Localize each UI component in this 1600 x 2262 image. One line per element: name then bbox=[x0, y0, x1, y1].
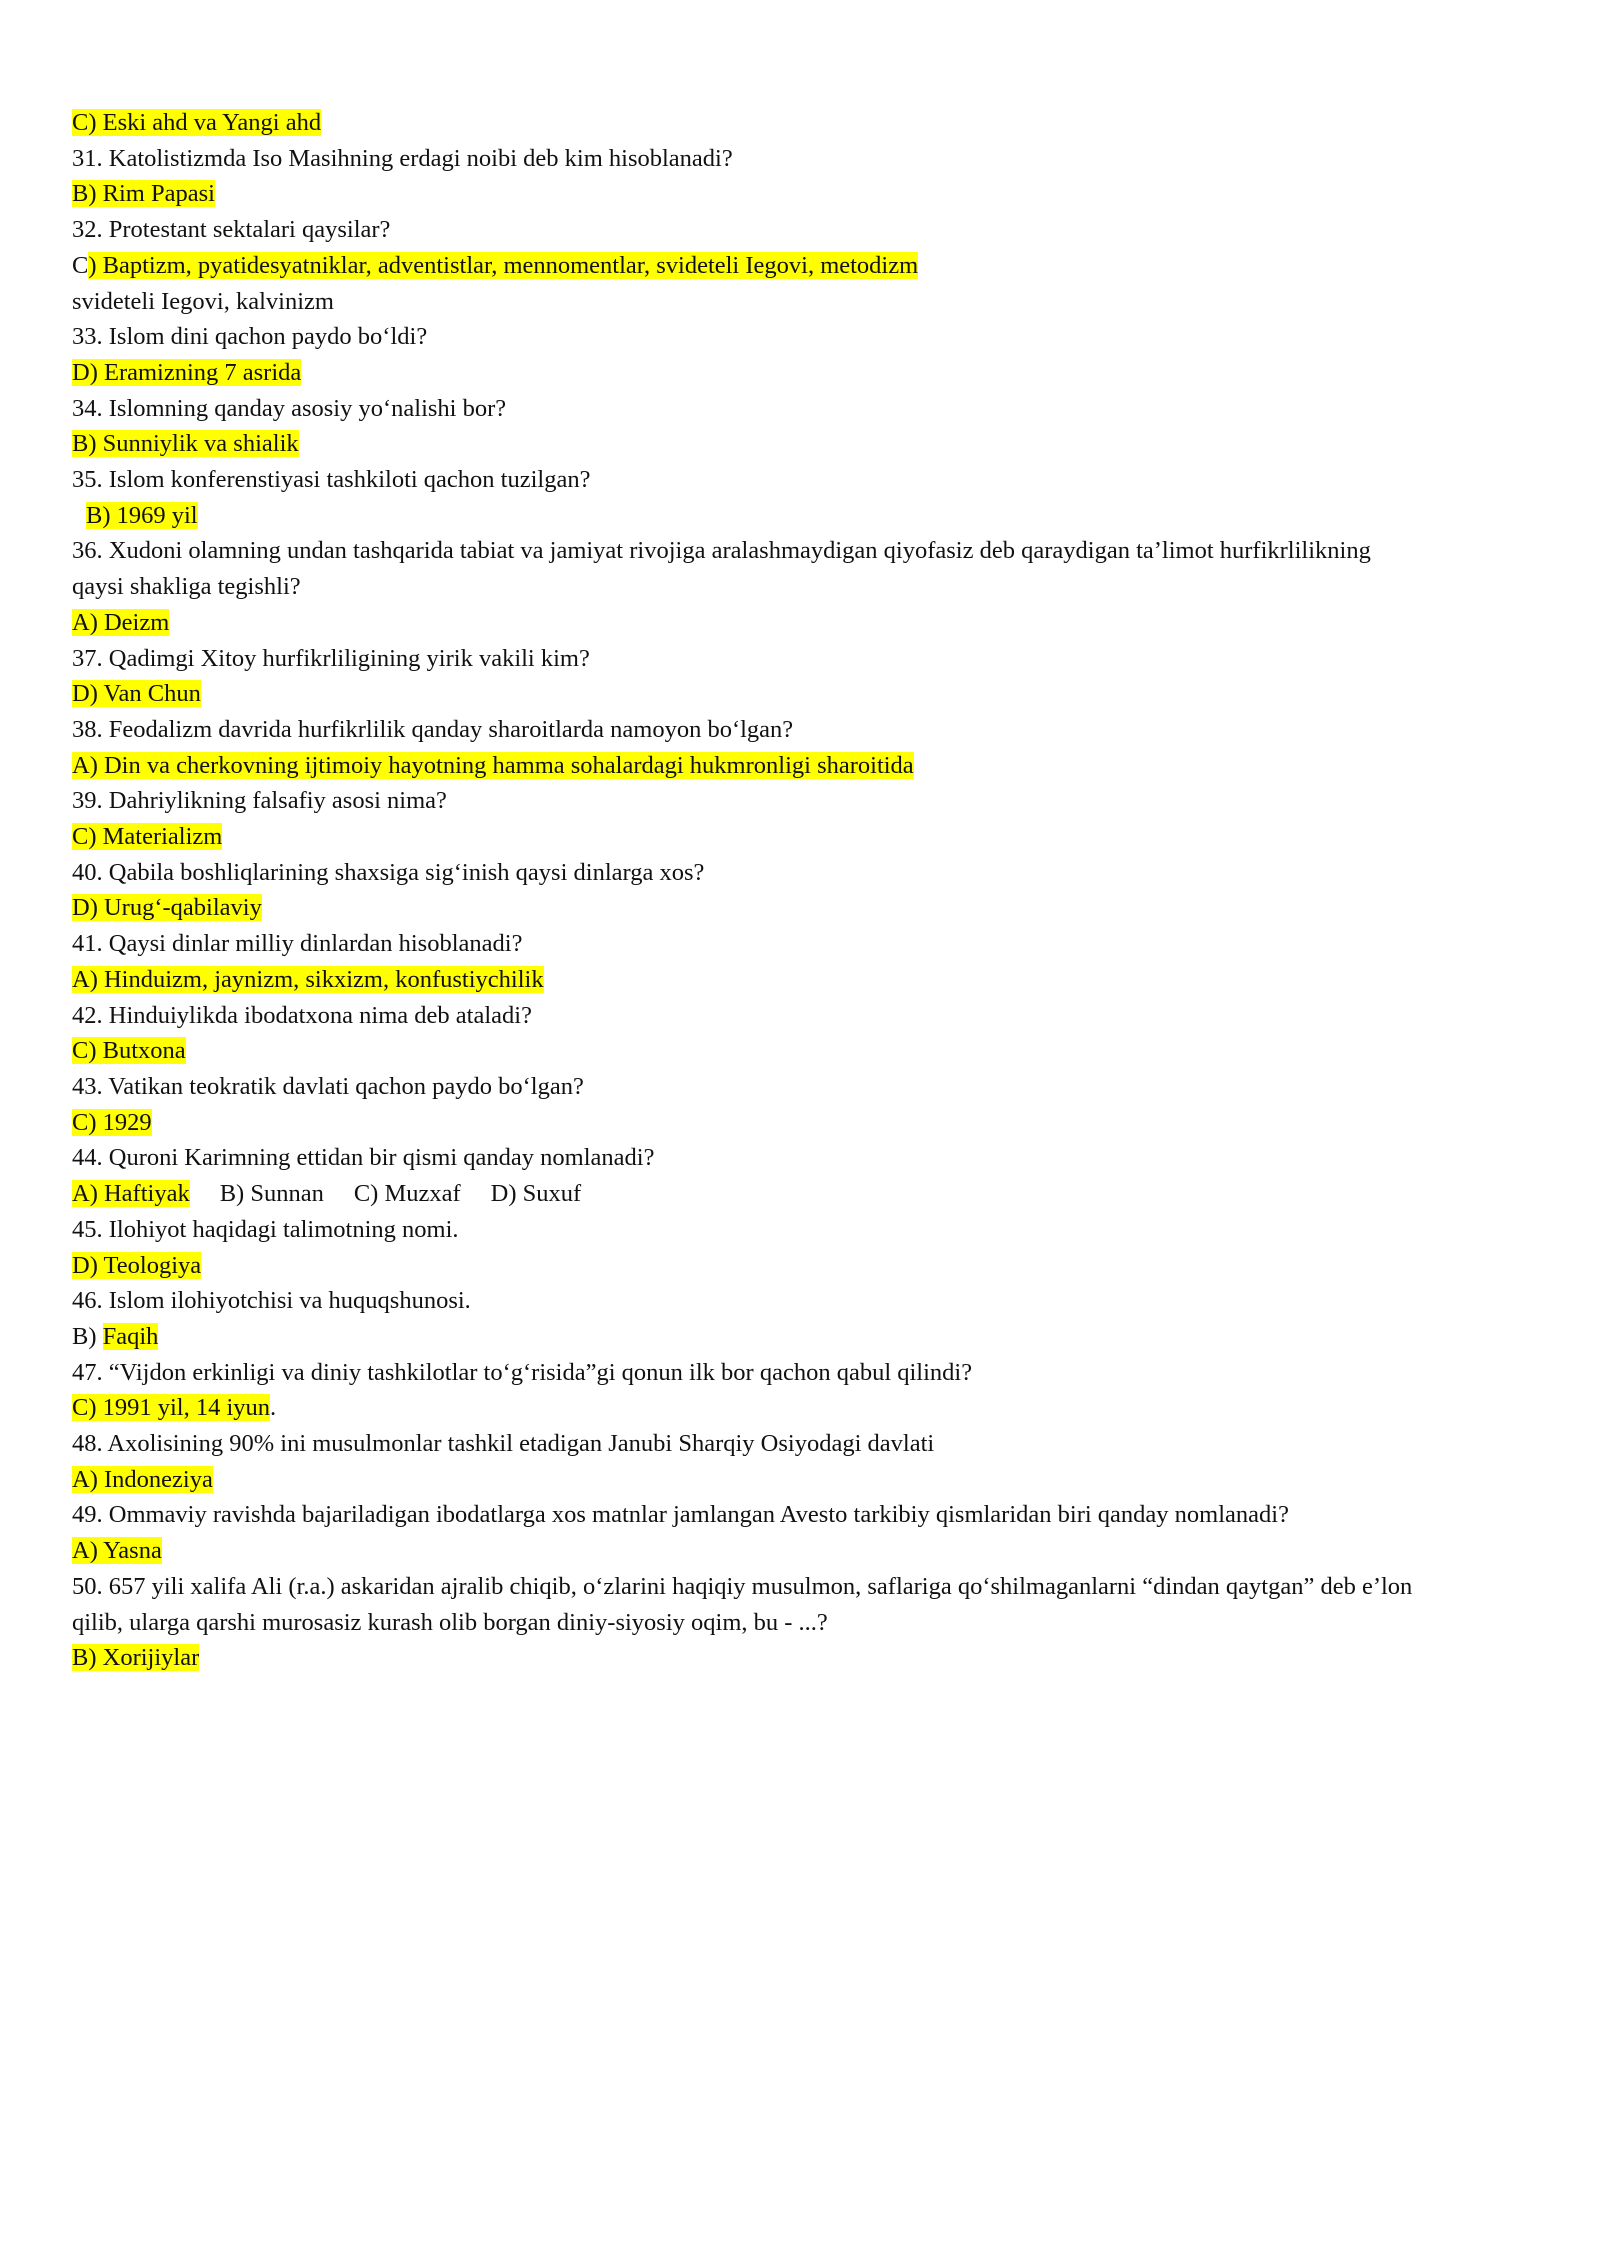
answer-line bbox=[72, 248, 1548, 284]
question-line: 38. Feodalizm davrida hurfikrlilik qanday sharoitlarda namoyon bo‘lgan? bbox=[72, 715, 794, 743]
question-line: qaysi shakliga tegishli? bbox=[72, 573, 301, 601]
highlighted-answer: D) Van Chun bbox=[72, 680, 201, 708]
answer-line bbox=[72, 890, 1548, 926]
answer-line bbox=[72, 355, 1548, 391]
option-text: B) Sunnan bbox=[219, 1180, 324, 1208]
question-line: 44. Quroni Karimning ettidan bir qismi qanday nomlanadi? bbox=[72, 1144, 655, 1172]
highlighted-answer: A) Deizm bbox=[72, 608, 170, 636]
highlighted-answer: D) Urug‘-qabilaviy bbox=[72, 894, 262, 922]
highlighted-answer: Faqih bbox=[102, 1322, 159, 1350]
question-line: 47. “Vijdon erkinligi va diniy tashkilotlar to‘g‘risida”gi qonun ilk bor qachon qabul qilindi? bbox=[72, 1358, 973, 1386]
highlighted-answer: C) Materializm bbox=[72, 823, 223, 851]
highlighted-answer: A) Din va cherkovning ijtimoiy hayotning hamma sohalardagi hukmronligi sharoitida bbox=[72, 751, 914, 779]
answer-line bbox=[72, 105, 1548, 141]
answer-suffix: . bbox=[270, 1394, 277, 1422]
highlighted-answer: B) Rim Papasi bbox=[72, 180, 215, 208]
question-line: 42. Hinduiylikda ibodatxona nima deb ataladi? bbox=[72, 1001, 532, 1029]
highlighted-answer: B) Xorijiylar bbox=[72, 1644, 200, 1672]
answer-line bbox=[72, 819, 1548, 855]
answer-line bbox=[72, 1248, 1548, 1284]
question-line: 50. 657 yili xalifa Ali (r.a.) askaridan ajralib chiqib, o‘zlarini haqiqiy musulmon, saflariga qo‘shilmaganlarni “dindan qaytgan” deb e’lon bbox=[72, 1572, 1413, 1600]
question-line: 33. Islom dini qachon paydo bo‘ldi? bbox=[72, 323, 428, 351]
answer-line bbox=[72, 1640, 1548, 1676]
question-line: 49. Ommaviy ravishda bajariladigan ibodatlarga xos matnlar jamlangan Avesto tarkibiy qismlaridan biri qanday nomlanadi? bbox=[72, 1501, 1289, 1529]
answer-line bbox=[72, 498, 1548, 534]
answer-prefix: B) bbox=[72, 1322, 103, 1350]
answer-line bbox=[72, 605, 1548, 641]
highlighted-answer: D) Eramizning 7 asrida bbox=[72, 358, 302, 386]
question-line: 40. Qabila boshliqlarining shaxsiga sig‘inish qaysi dinlarga xos? bbox=[72, 858, 705, 886]
question-line: 43. Vatikan teokratik davlati qachon paydo bo‘lgan? bbox=[72, 1072, 584, 1100]
question-line: qilib, ularga qarshi murosasiz kurash olib borgan diniy-siyosiy oqim, bu - ...? bbox=[72, 1608, 828, 1636]
question-line: 37. Qadimgi Xitoy hurfikrliligining yirik vakili kim? bbox=[72, 644, 590, 672]
question-line: 36. Xudoni olamning undan tashqarida tabiat va jamiyat rivojiga aralashmaydigan qiyofasiz deb qaraydigan ta’limot hurfikrlilikning bbox=[72, 537, 1371, 565]
answer-line bbox=[72, 962, 1548, 998]
answer-line bbox=[72, 1533, 1548, 1569]
question-line: svideteli Iegovi, kalvinizm bbox=[72, 287, 334, 315]
question-line: 39. Dahriylikning falsafiy asosi nima? bbox=[72, 787, 447, 815]
highlighted-answer: C) 1929 bbox=[72, 1108, 152, 1136]
question-line: 32. Protestant sektalari qaysilar? bbox=[72, 216, 391, 244]
highlighted-answer: D) Teologiya bbox=[72, 1251, 202, 1279]
highlighted-answer: A) Hinduizm, jaynizm, sikxizm, konfustiychilik bbox=[72, 965, 544, 993]
question-line: 41. Qaysi dinlar milliy dinlardan hisoblanadi? bbox=[72, 930, 523, 958]
question-line: 46. Islom ilohiyotchisi va huquqshunosi. bbox=[72, 1287, 471, 1315]
highlighted-answer: C) 1991 yil, 14 iyun bbox=[72, 1394, 271, 1422]
answer-line bbox=[72, 1176, 1548, 1212]
highlighted-answer: A) Indoneziya bbox=[72, 1465, 213, 1493]
question-line: 45. Ilohiyot haqidagi talimotning nomi. bbox=[72, 1215, 459, 1243]
highlighted-answer: C) Butxona bbox=[72, 1037, 186, 1065]
answer-line bbox=[72, 426, 1548, 462]
question-line: 48. Axolisining 90% ini musulmonlar tashkil etadigan Janubi Sharqiy Osiyodagi davlati bbox=[72, 1430, 935, 1458]
highlighted-answer: A) Yasna bbox=[72, 1537, 162, 1565]
answer-line bbox=[72, 1462, 1548, 1498]
option-text: D) Suxuf bbox=[490, 1180, 582, 1208]
question-line: 31. Katolistizmda Iso Masihning erdagi noibi deb kim hisoblanadi? bbox=[72, 144, 733, 172]
highlighted-answer: ) Baptizm, pyatidesyatniklar, adventistlar, mennomentlar, svideteli Iegovi, metodizm bbox=[88, 251, 919, 279]
highlighted-answer: A) Haftiyak bbox=[72, 1180, 190, 1208]
answer-line bbox=[72, 1033, 1548, 1069]
answer-line bbox=[72, 1390, 1548, 1426]
answer-line bbox=[72, 748, 1548, 784]
question-line: 34. Islomning qanday asosiy yo‘nalishi bor? bbox=[72, 394, 507, 422]
answer-line bbox=[72, 1319, 1548, 1355]
answer-prefix: C bbox=[72, 251, 89, 279]
highlighted-answer: B) Sunniylik va shialik bbox=[72, 430, 299, 458]
option-text: C) Muzxaf bbox=[353, 1180, 461, 1208]
question-line: 35. Islom konferenstiyasi tashkiloti qachon tuzilgan? bbox=[72, 466, 591, 494]
answer-line bbox=[72, 1105, 1548, 1141]
answer-line bbox=[72, 676, 1548, 712]
answer-line bbox=[72, 176, 1548, 212]
highlighted-answer: C) Eski ahd va Yangi ahd bbox=[72, 109, 322, 136]
highlighted-answer: B) 1969 yil bbox=[86, 501, 198, 529]
